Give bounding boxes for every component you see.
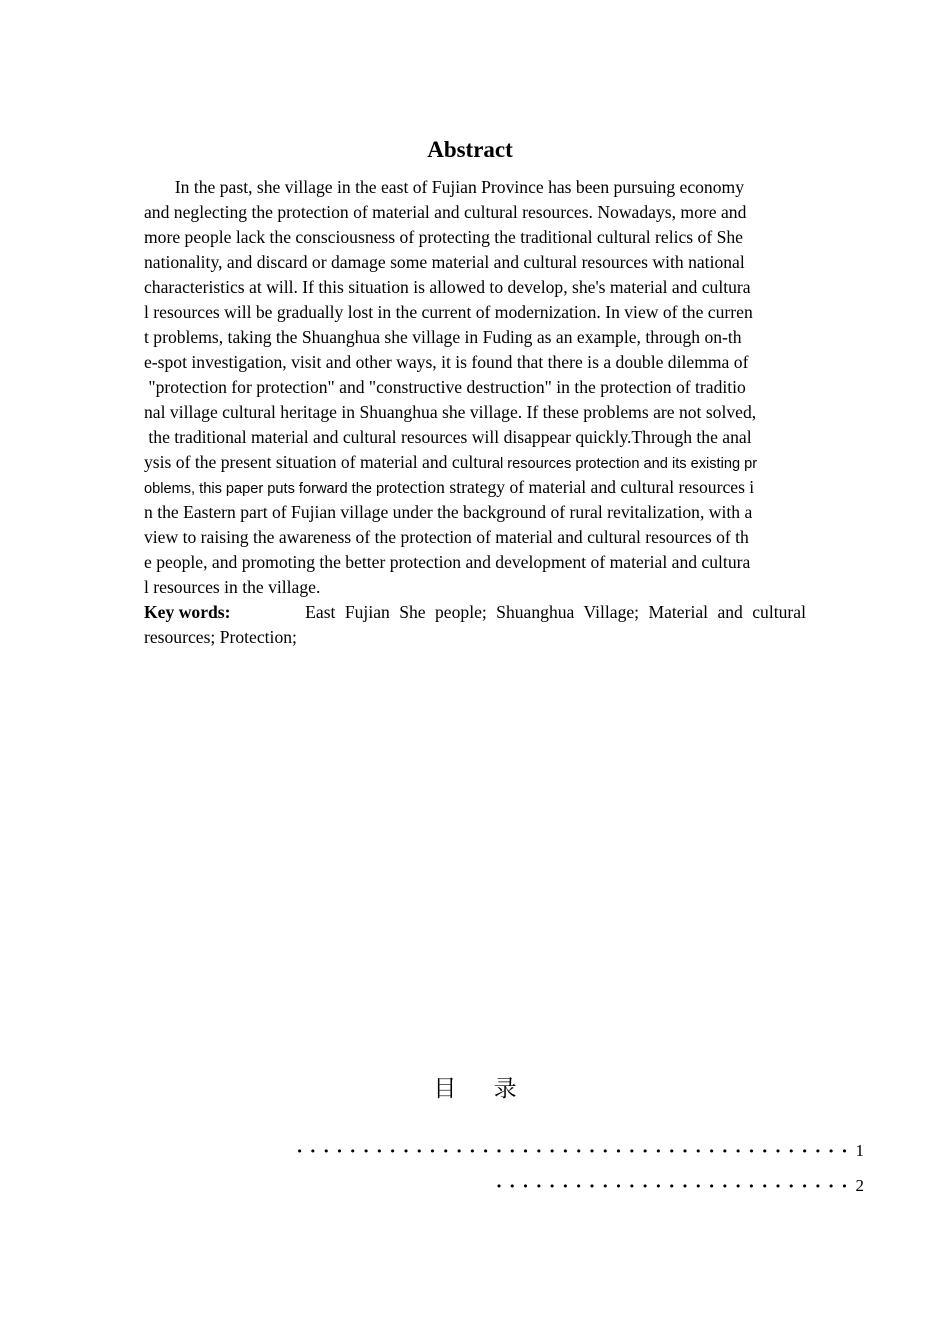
- abstract-line: "protection for protection" and "constructive destruction" in the protection of traditio: [144, 377, 746, 397]
- abstract-line: the traditional material and cultural resources will disappear quickly.Through the anal: [144, 427, 752, 447]
- abstract-line: l resources will be gradually lost in the current of modernization. In view of the curren: [144, 302, 753, 322]
- abstract-line: In the past, she village in the east of Fujian Province has been pursuing economy: [144, 177, 745, 197]
- abstract-line: characteristics at will. If this situation is allowed to develop, she's material and cultura: [144, 277, 751, 297]
- toc-page-number: 2: [855, 1176, 864, 1195]
- abstract-line: more people lack the consciousness of protecting the traditional cultural relics of She: [144, 227, 743, 247]
- abstract-title: Abstract: [427, 137, 513, 162]
- keywords-line: [144, 600, 806, 625]
- abstract-line: [144, 475, 806, 502]
- abstract-line-serif-part: tection strategy of material and cultural resources i: [397, 477, 755, 497]
- keywords-line-2: resources; Protection;: [144, 627, 297, 647]
- toc-entry[interactable]: [436, 1175, 864, 1197]
- abstract-line: n the Eastern part of Fujian village under the background of rural revitalization, with a: [144, 502, 753, 522]
- abstract-line: e people, and promoting the better protection and development of material and cultura: [144, 552, 751, 572]
- abstract-line-sans-part: oblems, this paper puts forward the pro: [144, 481, 398, 497]
- abstract-line-sans-part: ral resources protection and its existing pr: [487, 456, 758, 472]
- keywords-text: East Fujian She people; Shuanghua Village; Material and cultural: [305, 602, 806, 622]
- abstract-line: nationality, and discard or damage some material and cultural resources with national: [144, 252, 745, 272]
- abstract-line: l resources in the village.: [144, 577, 321, 597]
- toc-page-number: 1: [855, 1141, 864, 1160]
- toc-leader: •••••••••••••••••••••••••••: [495, 1179, 855, 1193]
- abstract-line-serif-part: ysis of the present situation of material and cultu: [144, 452, 487, 472]
- abstract-line: e-spot investigation, visit and other ways, it is found that there is a double dilemma of: [144, 352, 749, 372]
- toc-leader: ••••••••••••••••••••••••••••••••••••••••••: [296, 1144, 855, 1158]
- toc-title: 目 录: [433, 1076, 517, 1102]
- abstract-line: t problems, taking the Shuanghua she village in Fuding as an example, through on-th: [144, 327, 742, 347]
- abstract-line: [144, 450, 806, 477]
- abstract-line: nal village cultural heritage in Shuanghua she village. If these problems are not solved,: [144, 402, 757, 422]
- keywords-label: Key words:: [144, 602, 231, 622]
- toc-entry[interactable]: [226, 1140, 864, 1162]
- abstract-line: view to raising the awareness of the protection of material and cultural resources of th: [144, 527, 749, 547]
- abstract-line: and neglecting the protection of material and cultural resources. Nowadays, more and: [144, 202, 747, 222]
